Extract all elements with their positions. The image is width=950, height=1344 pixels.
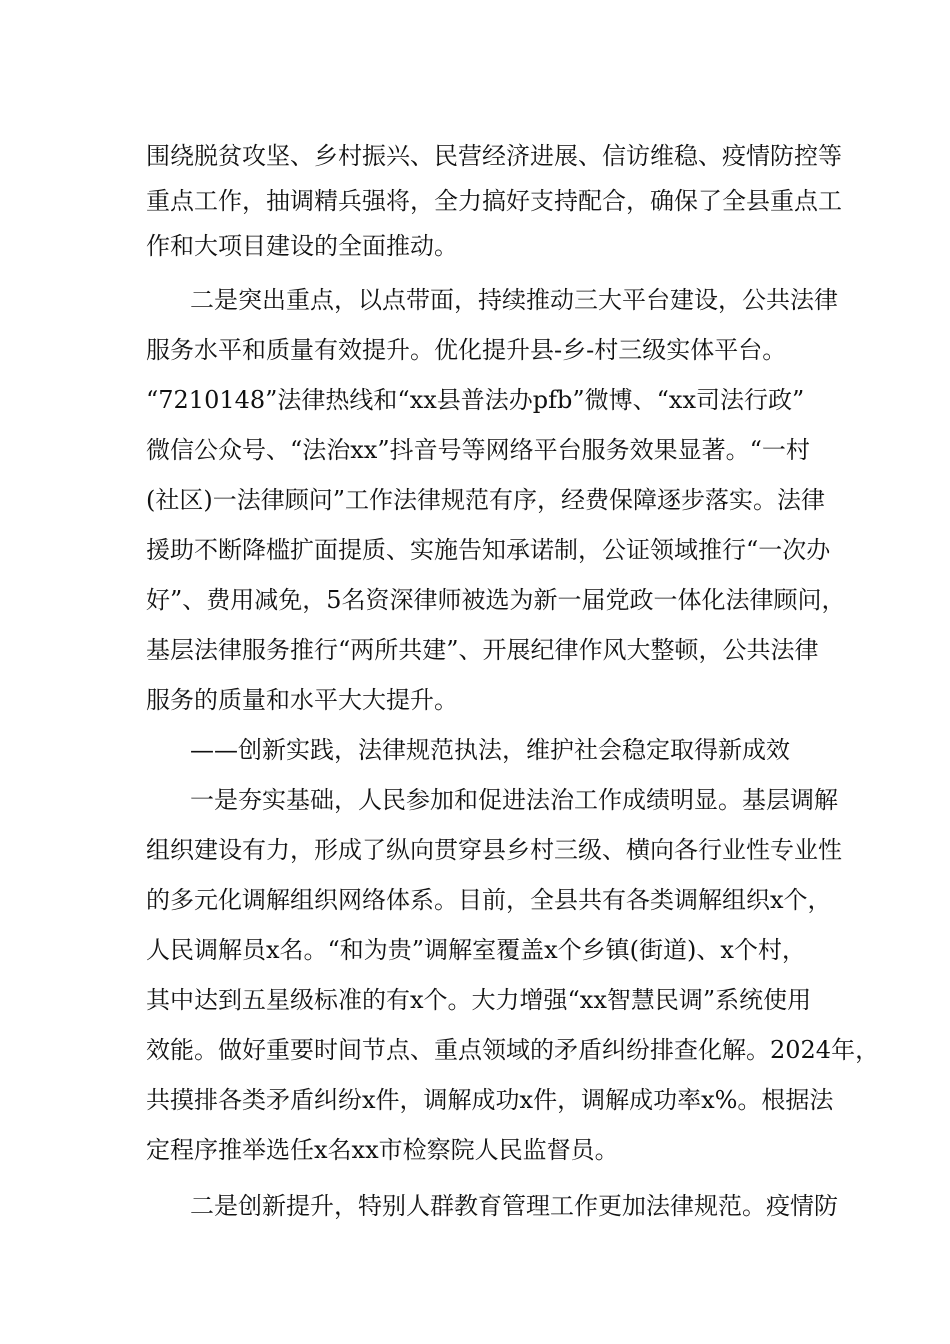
text-line: (社区)一法律顾问”工作法律规范有序，经费保障逐步落实。法律 xyxy=(146,486,825,514)
text-line: 服务的质量和水平大大提升。 xyxy=(146,686,458,714)
section-heading: ——创新实践，法律规范执法，维护社会稳定取得新成效 xyxy=(190,736,790,764)
text-line: 微信公众号、“法治xx”抖音号等网络平台服务效果显著。“一村 xyxy=(146,436,810,464)
text-line: 作和大项目建设的全面推动。 xyxy=(146,232,458,260)
text-line: 人民调解员x名。“和为贵”调解室覆盖x个乡镇(街道)、x个村， xyxy=(146,936,806,964)
text-line: 组织建设有力，形成了纵向贯穿县乡村三级、横向各行业性专业性 xyxy=(146,836,842,864)
text-line: 好”、费用减免，5名资深律师被选为新一届党政一体化法律顾问， xyxy=(146,586,846,614)
text-line: 共摸排各类矛盾纠纷x件，调解成功x件，调解成功率x%。根据法 xyxy=(146,1086,834,1114)
text-line: 重点工作，抽调精兵强将，全力搞好支持配合，确保了全县重点工 xyxy=(146,187,842,215)
text-line: 定程序推举选任x名xx市检察院人民监督员。 xyxy=(146,1136,619,1164)
text-line: 效能。做好重要时间节点、重点领域的矛盾纠纷排查化解。2024年， xyxy=(146,1036,880,1064)
text-line: 基层法律服务推行“两所共建”、开展纪律作风大整顿，公共法律 xyxy=(146,636,819,664)
paragraph-start-line: 二是突出重点，以点带面，持续推动三大平台建设，公共法律 xyxy=(190,286,838,314)
text-line: 援助不断降槛扩面提质、实施告知承诺制，公证领域推行“一次办 xyxy=(146,536,831,564)
text-line: “7210148”法律热线和“xx县普法办pfb”微博、“xx司法行政” xyxy=(146,386,805,414)
text-line: 服务水平和质量有效提升。优化提升县-乡-村三级实体平台。 xyxy=(146,336,787,364)
paragraph-start-line: 二是创新提升，特别人群教育管理工作更加法律规范。疫情防 xyxy=(190,1192,838,1220)
paragraph-start-line: 一是夯实基础，人民参加和促进法治工作成绩明显。基层调解 xyxy=(190,786,838,814)
text-line: 围绕脱贫攻坚、乡村振兴、民营经济进展、信访维稳、疫情防控等 xyxy=(146,142,842,170)
text-line: 的多元化调解组织网络体系。目前，全县共有各类调解组织x个， xyxy=(146,886,832,914)
text-line: 其中达到五星级标准的有x个。大力增强“xx智慧民调”系统使用 xyxy=(146,986,812,1014)
